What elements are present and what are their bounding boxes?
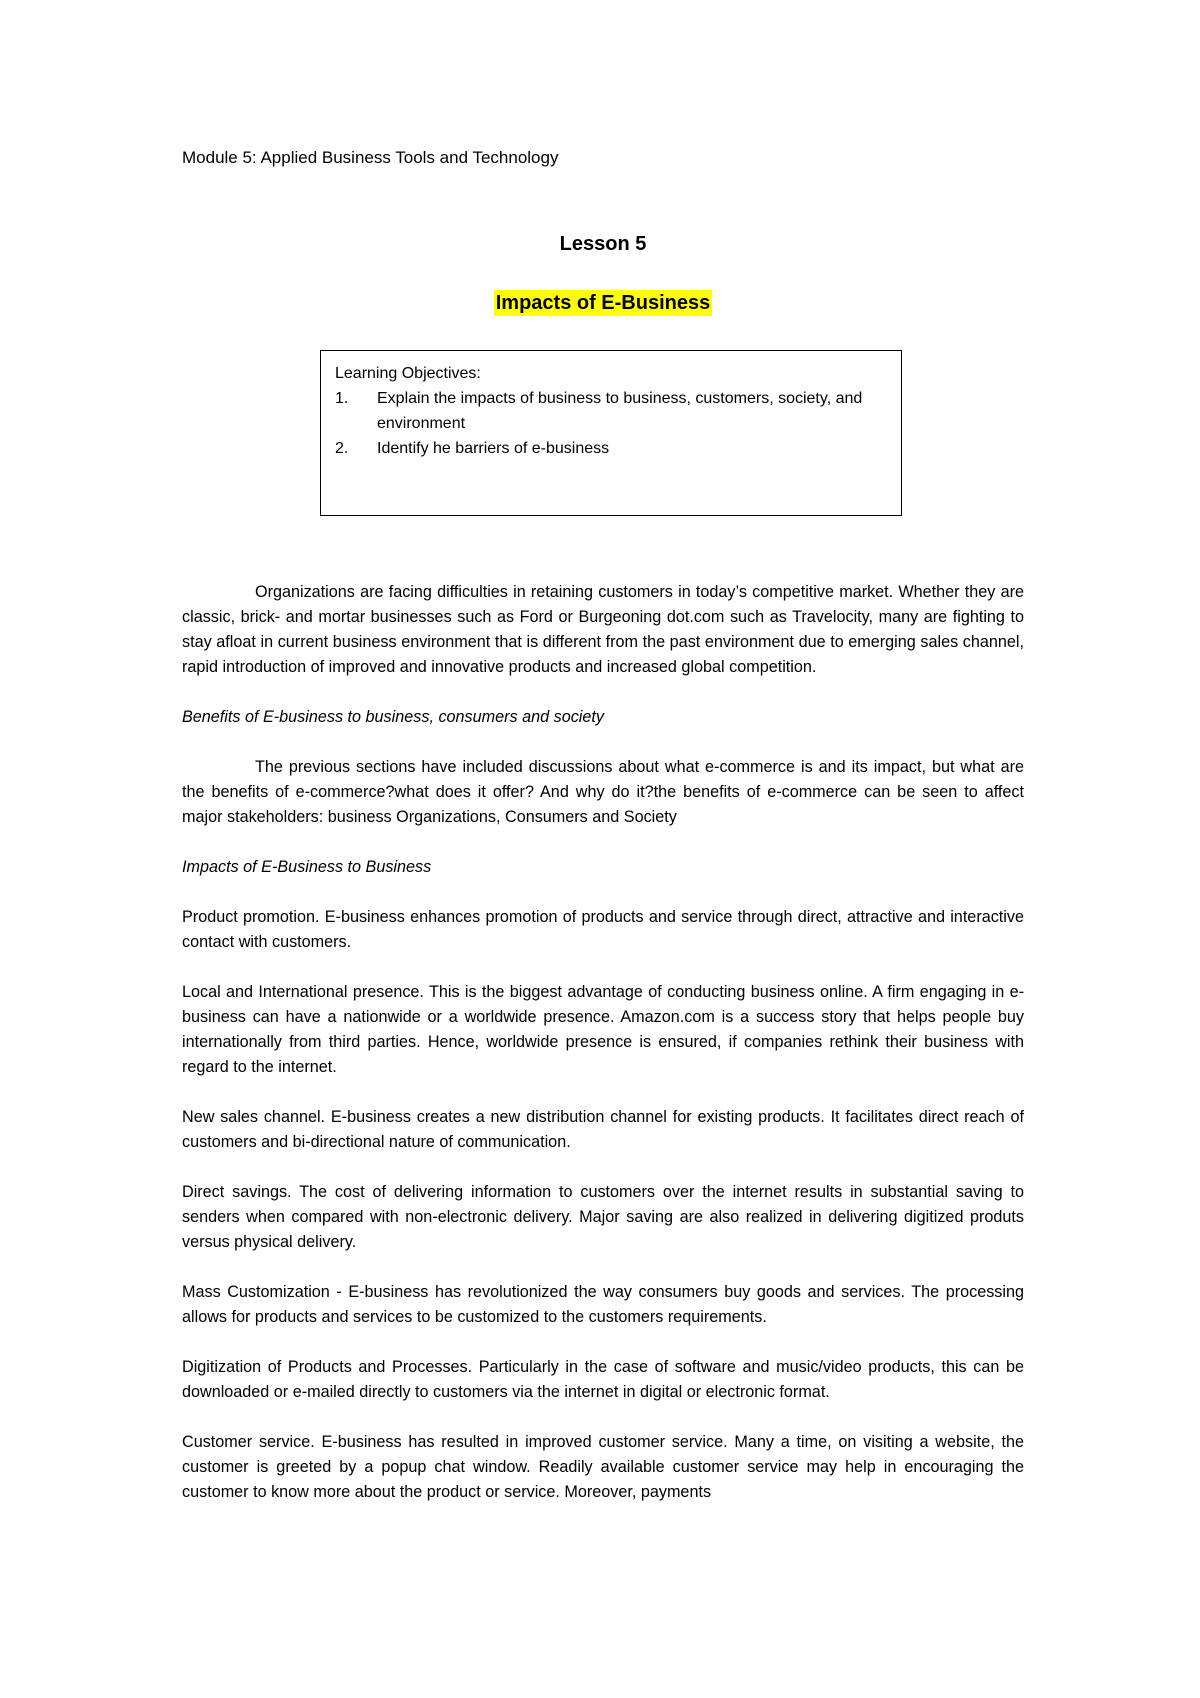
- learning-objectives-list: [335, 386, 887, 461]
- impact-paragraph-direct-savings: Direct savings. The cost of delivering information to customers over the internet results in substantial saving to senders when compared with non-electronic delivery. Major saving are also realized in delivering digitized produts versus physical delivery.: [182, 1183, 1024, 1251]
- impact-paragraph-customer-service: Customer service. E-business has resulted in improved customer service. Many a time, on visiting a website, the customer is greeted by a popup chat window. Readily available customer service may help in encouraging the customer to know more about the product or service. Moreover, payments: [182, 1433, 1024, 1501]
- learning-objectives-box: [320, 350, 902, 516]
- intro-paragraph: Organizations are facing difficulties in retaining customers in today’s competitive market. Whether they are classic, brick- and mortar businesses such as Ford or Burgeoning dot.com such as Travelocity, many are fighting to stay afloat in current business environment that is different from the past environment due to emerging sales channel, rapid introduction of improved and innovative products and increased global competition.: [182, 583, 1024, 676]
- benefits-heading: Benefits of E-business to business, consumers and society: [182, 708, 604, 726]
- objective-text: Identify he barriers of e-business: [377, 440, 610, 457]
- impact-paragraph-sales-channel: New sales channel. E-business creates a new distribution channel for existing products. It facilitates direct reach of customers and bi-directional nature of communication.: [182, 1108, 1024, 1151]
- objective-number: 2.: [335, 440, 349, 457]
- module-title: Module 5: Applied Business Tools and Technology: [182, 148, 559, 167]
- objective-item: [335, 436, 887, 461]
- objective-number: 1.: [335, 390, 349, 407]
- learning-objectives-label: Learning Objectives:: [335, 365, 481, 382]
- impact-paragraph-product-promotion: Product promotion. E-business enhances promotion of products and service through direct, attractive and interactive contact with customers.: [182, 908, 1024, 951]
- document-page: [182, 0, 1024, 1698]
- topic-title-wrap: [182, 290, 1024, 316]
- body-text: [182, 580, 1024, 1505]
- benefits-paragraph: The previous sections have included discussions about what e-commerce is and its impact, but what are the benefits of e-commerce?what does it offer? And why do it?the benefits of e-commerce can be seen to affect major stakeholders: business Organizations, Consumers and Society: [182, 758, 1024, 826]
- objective-text: Explain the impacts of business to business, customers, society, and environment: [377, 390, 863, 432]
- lesson-title: Lesson 5: [559, 233, 647, 255]
- topic-title: Impacts of E-Business: [495, 292, 711, 314]
- objective-item: [335, 386, 887, 436]
- impact-paragraph-digitization: Digitization of Products and Processes. Particularly in the case of software and music/video products, this can be downloaded or e-mailed directly to customers via the internet in digital or electronic format.: [182, 1358, 1024, 1401]
- impact-paragraph-mass-customization: Mass Customization - E-business has revolutionized the way consumers buy goods and services. The processing allows for products and services to be customized to the customers requirements.: [182, 1283, 1024, 1326]
- impact-paragraph-presence: Local and International presence. This is the biggest advantage of conducting business online. A firm engaging in e-business can have a nationwide or a worldwide presence. Amazon.com is a success story that helps people buy internationally from third parties. Hence, worldwide presence is ensured, if companies rethink their business with regard to the internet.: [182, 983, 1024, 1076]
- impacts-heading: Impacts of E-Business to Business: [182, 858, 432, 876]
